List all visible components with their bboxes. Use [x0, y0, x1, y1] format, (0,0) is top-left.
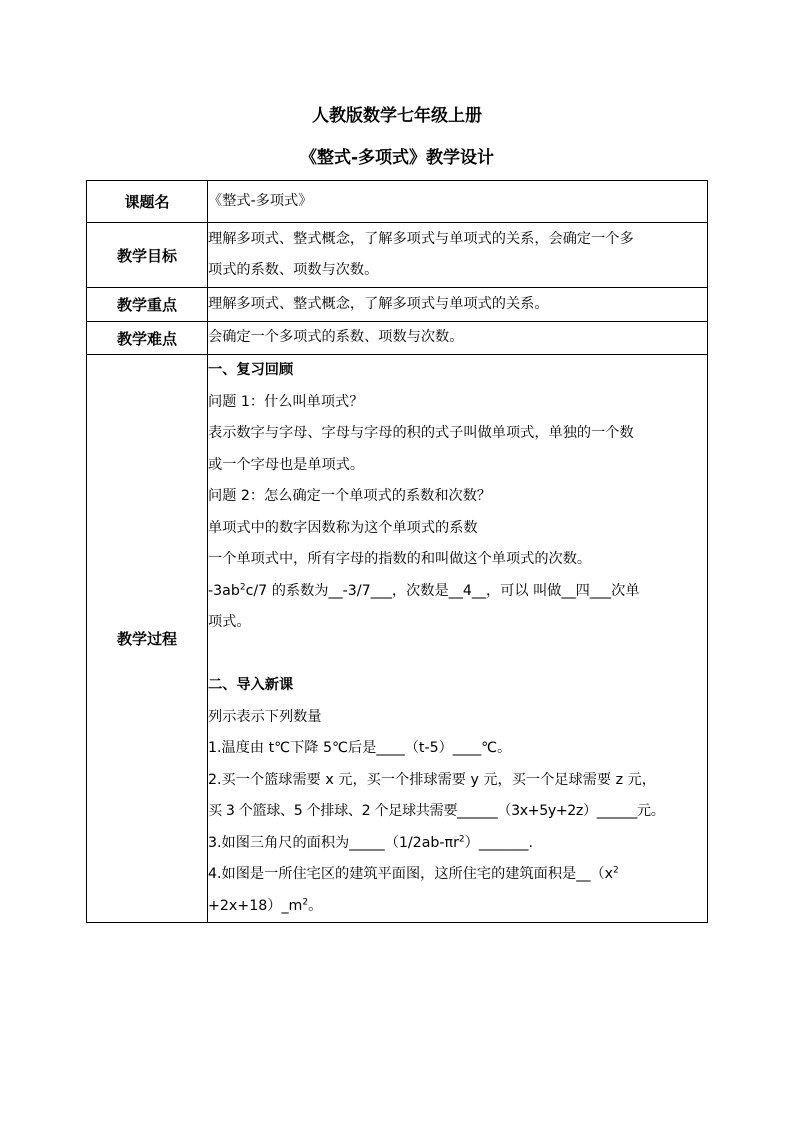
table-row-goal — [87, 223, 708, 288]
goal-line-1: 理解多项式、整式概念，了解多项式与单项式的关系，会确定一个多 — [208, 230, 634, 247]
item-3-sup: 2 — [458, 833, 465, 844]
intro-line: 列示表示下列数量 — [208, 708, 322, 725]
item-4-line2-post: 。 — [308, 897, 323, 914]
item-3 — [208, 828, 707, 860]
table-row-topic — [87, 181, 708, 223]
value-difficulty: 会确定一个多项式的系数、项数与次数。 — [208, 322, 708, 355]
item-4-line2-pre: +2x+18）_m — [208, 897, 303, 914]
question-1: 问题 1：什么叫单项式？ — [208, 393, 364, 410]
value-topic: 《整式-多项式》 — [208, 181, 708, 223]
item-4-line-1 — [208, 859, 707, 891]
example-sup: 2 — [239, 581, 246, 592]
document-subtitle: 《整式-多项式》教学设计 — [299, 148, 495, 168]
answer-2-line-2: 一个单项式中，所有字母的指数的和叫做这个单项式的次数。 — [208, 551, 592, 567]
item-3-pre: 3.如图三角尺的面积为_____（1/2ab-πr — [208, 834, 459, 851]
value-process — [208, 355, 708, 923]
table-row-key — [87, 288, 708, 322]
label-difficulty: 教学难点 — [87, 322, 208, 355]
value-goal — [208, 223, 708, 288]
document-title: 人教版数学七年级上册 — [312, 106, 482, 126]
item-1: 1.温度由 t℃下降 5℃后是____（t-5）____℃。 — [208, 740, 512, 756]
section2-heading: 二、导入新课 — [208, 677, 294, 693]
example-line-2: 项式。 — [208, 614, 251, 630]
label-process: 教学过程 — [87, 355, 208, 923]
answer-1-line-2: 或一个字母也是单项式。 — [208, 456, 365, 473]
label-goal: 教学目标 — [87, 223, 208, 288]
section1-heading: 一、复习回顾 — [208, 362, 294, 378]
example-post: c/7 的系数为__-3/7___，次数是__4__，可以 叫做__四___次单 — [245, 582, 640, 599]
item-4-pre: 4.如图是一所住宅区的建筑平面图，这所住宅的建筑面积是__（x — [208, 866, 613, 882]
answer-1-line-1: 表示数字与字母、字母与字母的积的式子叫做单项式，单独的一个数 — [208, 425, 634, 441]
answer-2-line-1: 单项式中的数字因数称为这个单项式的系数 — [208, 519, 478, 536]
goal-line-2: 项式的系数、项数与次数。 — [208, 262, 379, 278]
example-pre: -3ab — [208, 582, 240, 599]
table-row-difficulty — [87, 322, 708, 355]
item-4-sup: 2 — [613, 865, 619, 876]
label-topic: 课题名 — [87, 181, 208, 223]
example-line-1 — [208, 576, 707, 608]
item-3-post: ）_______. — [464, 834, 534, 851]
item-4-line-2 — [208, 891, 707, 923]
item-4-line2-sup: 2 — [302, 896, 309, 907]
question-2: 问题 2：怎么确定一个单项式的系数和次数？ — [208, 488, 492, 504]
item-2-line-1: 2.买一个篮球需要 x 元，买一个排球需要 y 元，买一个足球需要 z 元， — [208, 771, 656, 788]
value-key: 理解多项式、整式概念，了解多项式与单项式的关系。 — [208, 288, 708, 322]
lesson-plan-table — [86, 180, 708, 923]
label-key: 教学重点 — [87, 288, 208, 322]
blank-line — [208, 639, 707, 671]
table-row-process — [87, 355, 708, 923]
item-2-line-2: 买 3 个篮球、5 个排球、2 个足球共需要______（3x+5y+2z）______元。 — [208, 803, 665, 819]
